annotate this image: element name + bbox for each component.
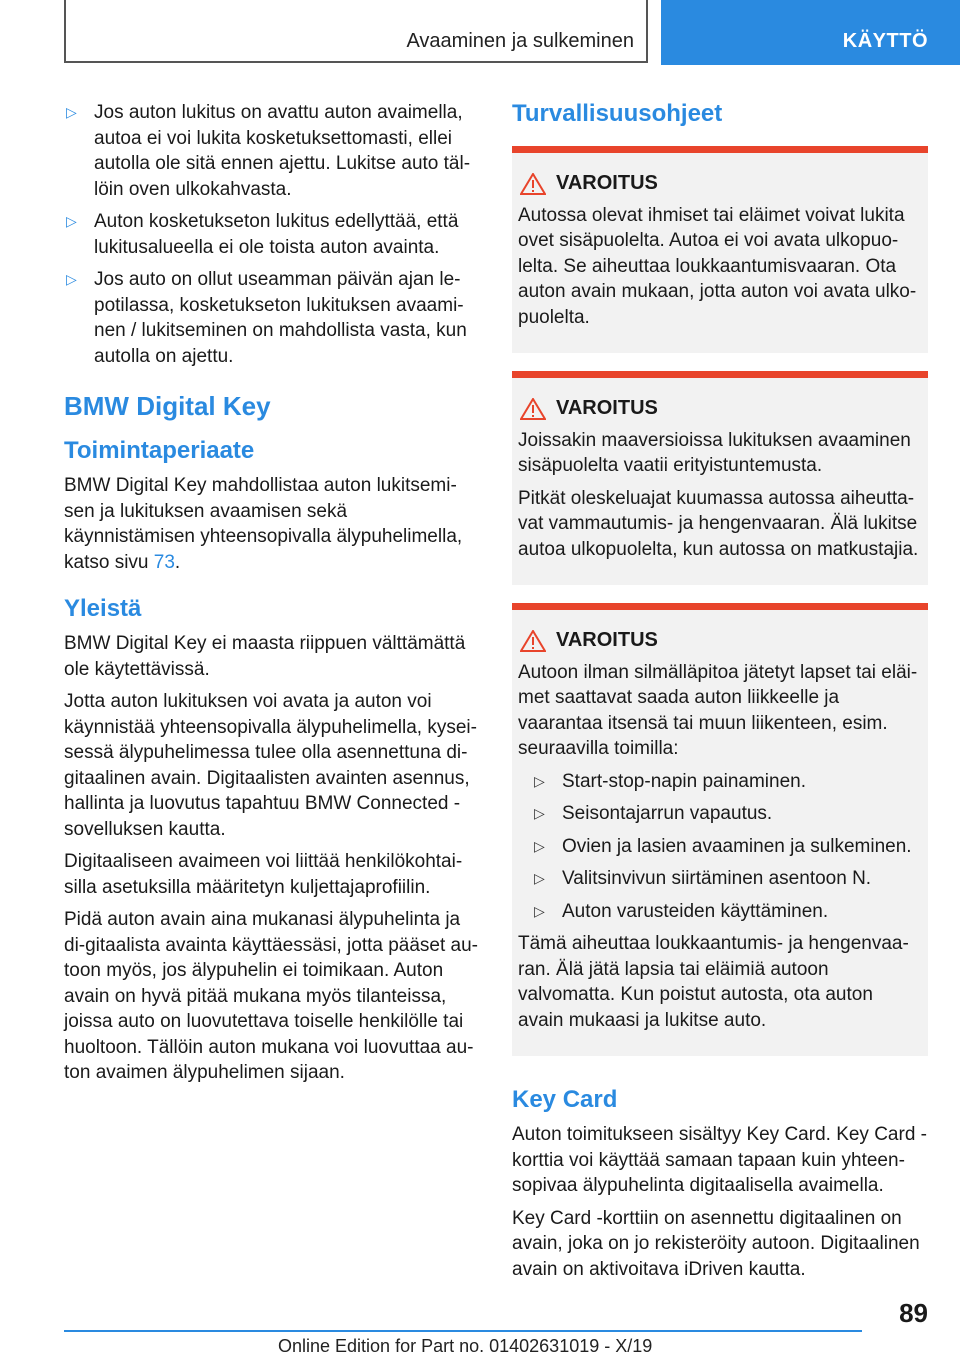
triangle-bullet-icon: ▷ <box>534 870 545 886</box>
lock-notes-list <box>64 100 480 369</box>
warning-text: Pitkät oleskeluajat kuumassa autossa aiheutta-vat vammautumis- ja hengenvaaran. Älä lukitse autoa ulkopuolelta, kun autossa on matkustajia. <box>518 487 919 560</box>
subheading-key-card: Key Card <box>512 1086 618 1113</box>
list-item: ▷ Jos auton lukitus on avattu auton avaimella, autoa ei voi lukita kosketuksettomasti, ellei autolla ole sitä ennen ajettu. Lukitse auto täl-löin oven ulkokahvasta. <box>66 102 471 200</box>
footer-divider <box>64 1330 862 1332</box>
list-item: ▷ Auton kosketukseton lukitus edellyttää, että lukitusalueella ei ole toista auton avainta. <box>66 211 459 258</box>
triangle-bullet-icon: ▷ <box>534 837 545 854</box>
warning-text: Autossa olevat ihmiset tai eläimet voivat lukita ovet sisäpuolelta. Autoa ei voi avata ulkopuo-lelta. Se aiheuttaa loukkaantumisvaaran. Ota auton avain mukaan, jotta auton voi avata ulko-puolelta. <box>518 204 917 328</box>
triangle-bullet-icon: ▷ <box>66 213 77 229</box>
warning-actions-list <box>532 769 922 925</box>
warning-label: VAROITUS <box>556 629 658 651</box>
warning-text: Autoon ilman silmälläpitoa jätetyt lapset tai eläi-met saattavat saada auton liikkeelle ja vaarantaa itsensä tai muun liikenteen, esim. seuraavilla toimilla: <box>518 661 918 759</box>
left-column <box>64 100 480 1093</box>
general-paragraph: Digitaaliseen avaimeen voi liittää henkilökohtai-silla asetuksilla määritetyn kuljettajaprofiilin. <box>64 851 463 898</box>
warning-triangle-icon <box>520 398 546 420</box>
page-number: 89 <box>899 1298 928 1328</box>
list-item: ▷ Ovien ja lasien avaaminen ja sulkeminen. <box>532 834 922 860</box>
warning-triangle-icon <box>520 630 546 652</box>
section-heading-safety: Turvallisuusohjeet <box>512 100 723 127</box>
chapter-title: KÄYTTÖ <box>842 30 928 52</box>
general-paragraph: Pidä auton avain aina mukanasi älypuhelinta ja di-gitaalista avainta käyttäessäsi, jotta pääset au-toon myös, jos älypuhelin ei toimikaan. Auton avain on hyvä pitää mukana myös tilanteissa, joissa auto on luovutettava toiselle henkilölle tai huoltoon. Tällöin auton mukana voi luovuttaa au-ton avaimen älypuhelimen sijaan. <box>64 909 479 1083</box>
warning-box <box>512 603 928 1056</box>
triangle-bullet-icon: ▷ <box>534 902 545 919</box>
general-paragraph: Jotta auton lukituksen voi avata ja auton voi käynnistää yhteensopivalla älypuhelimella, kysei-sessä älypuhelimessa tulee olla asennettuna di-gitaalinen avain. Digitaalisten avainten asennus, hallinta ja luovutus tapahtuu BMW Connected -sovelluksen kautta. <box>64 691 477 840</box>
triangle-bullet-icon: ▷ <box>66 271 77 287</box>
warning-text: Tämä aiheuttaa loukkaantumis- ja hengenvaa-ran. Älä jätä lapsia tai eläimiä autoon valvomatta. Kun poistut autosta, ota auton avain mukaasi ja lukitse auto. <box>518 933 909 1031</box>
triangle-bullet-icon: ▷ <box>66 104 77 120</box>
general-paragraph: BMW Digital Key ei maasta riippuen välttämättä ole käytettävissä. <box>64 633 466 680</box>
warning-label: VAROITUS <box>556 397 658 419</box>
list-item: ▷ Seisontajarrun vapautus. <box>532 801 922 827</box>
page-header <box>0 0 960 66</box>
triangle-bullet-icon: ▷ <box>534 805 545 821</box>
key-card-paragraph: Auton toimitukseen sisältyy Key Card. Key Card -korttia voi käyttää samaan tapaan kuin yhteen-sopivaa älypuhelinta digitaalisella avaimella. <box>512 1124 928 1196</box>
warning-text: Joissakin maaversioissa lukituksen avaaminen sisäpuolelta vaatii erityistuntemusta. <box>518 429 911 476</box>
principle-text: BMW Digital Key mahdollistaa auton lukitsemi-sen ja lukituksen avaamisen sekä käynnistämisen yhteensopivalla älypuhelimella, katso sivu 73. <box>64 475 463 573</box>
list-item: ▷ Auton varusteiden käyttäminen. <box>532 899 922 925</box>
warning-box <box>512 371 928 585</box>
list-item: ▷ Valitsinvivun siirtäminen asentoon N. <box>532 866 922 892</box>
triangle-bullet-icon: ▷ <box>534 772 545 789</box>
warning-box <box>512 146 928 353</box>
section-heading-digital-key: BMW Digital Key <box>64 391 271 421</box>
edition-text: Online Edition for Part no. 01402631019 - X/19 <box>278 1336 653 1356</box>
right-column <box>512 100 928 1289</box>
key-card-paragraph: Key Card -korttiin on asennettu digitaalinen on avain, joka on jo rekisteröity autoon. Digitaalinen avain on aktivoitava iDriven kautta. <box>512 1207 920 1280</box>
subheading-principle: Toimintaperiaate <box>64 437 255 464</box>
section-tab <box>64 0 648 63</box>
section-title: Avaaminen ja sulkeminen <box>406 30 634 52</box>
warning-label: VAROITUS <box>556 172 658 194</box>
list-item: ▷ Start-stop-napin painaminen. <box>532 769 922 795</box>
page-link[interactable]: 73 <box>153 551 175 573</box>
subheading-general: Yleistä <box>64 595 142 622</box>
chapter-tab <box>661 0 960 65</box>
list-item: ▷ Jos auto on ollut useamman päivän ajan le-potilassa, kosketukseton lukituksen avaami-nen / lukitseminen on mahdollista vasta, kun autolla on ajettu. <box>66 269 467 367</box>
warning-triangle-icon <box>520 173 546 195</box>
